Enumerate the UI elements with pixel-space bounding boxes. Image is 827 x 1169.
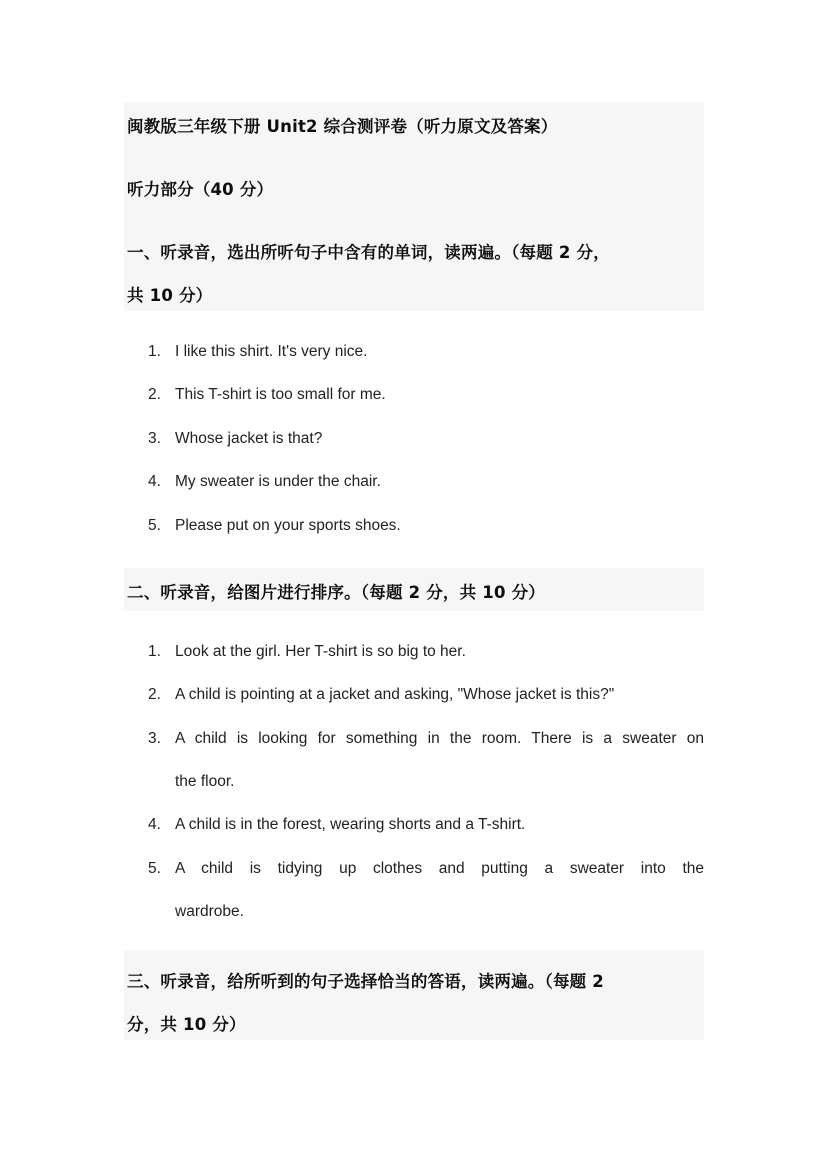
section-1-heading-line1: 一、听录音，选出所听句子中含有的单词，读两遍。（每题 2 分， (127, 243, 610, 262)
item-text: My sweater is under the chair. (175, 473, 381, 490)
section-2-heading-line1: 二、听录音，给图片进行排序。（每题 2 分，共 10 分） (127, 583, 545, 602)
item-text: Whose jacket is that? (175, 430, 323, 447)
section-3-heading-line2: 分，共 10 分） (127, 1015, 246, 1034)
section-3-heading-line1: 三、听录音，给所听到的句子选择恰当的答语，读两遍。（每题 2 (127, 972, 604, 991)
item-number: 2. (148, 686, 161, 703)
part-heading-block (124, 145, 704, 207)
item-number: 4. (148, 816, 161, 833)
item-number: 5. (148, 860, 161, 877)
item-number: 2. (148, 386, 161, 403)
item-text: Look at the girl. Her T-shirt is so big to her. (175, 643, 466, 660)
item-text: I like this shirt. It's very nice. (175, 343, 368, 360)
section-1-heading-block (124, 207, 704, 311)
item-text: A child is in the forest, wearing shorts and a T-shirt. (175, 816, 526, 833)
item-number: 3. (148, 730, 161, 747)
item-text: A child is looking for something in the room. There is a sweater on (175, 730, 704, 747)
section-1-heading-line2: 共 10 分） (127, 286, 213, 305)
item-number: 3. (148, 430, 161, 447)
item-text-continuation: the floor. (175, 773, 235, 790)
section-3-heading-block (124, 950, 704, 1040)
item-text-continuation: wardrobe. (175, 903, 244, 920)
title-block (124, 102, 704, 145)
item-text: This T-shirt is too small for me. (175, 386, 386, 403)
item-text: Please put on your sports shoes. (175, 517, 401, 534)
item-text: A child is pointing at a jacket and asking, "Whose jacket is this?" (175, 686, 615, 703)
item-number: 1. (148, 643, 161, 660)
document-title: 闽教版三年级下册 Unit2 综合测评卷（听力原文及答案） (127, 117, 558, 136)
item-number: 5. (148, 517, 161, 534)
part-heading: 听力部分（40 分） (127, 180, 274, 199)
item-text: A child is tidying up clothes and putting a sweater into the (175, 860, 704, 877)
item-number: 1. (148, 343, 161, 360)
item-number: 4. (148, 473, 161, 490)
section-2-heading-block (124, 568, 704, 611)
